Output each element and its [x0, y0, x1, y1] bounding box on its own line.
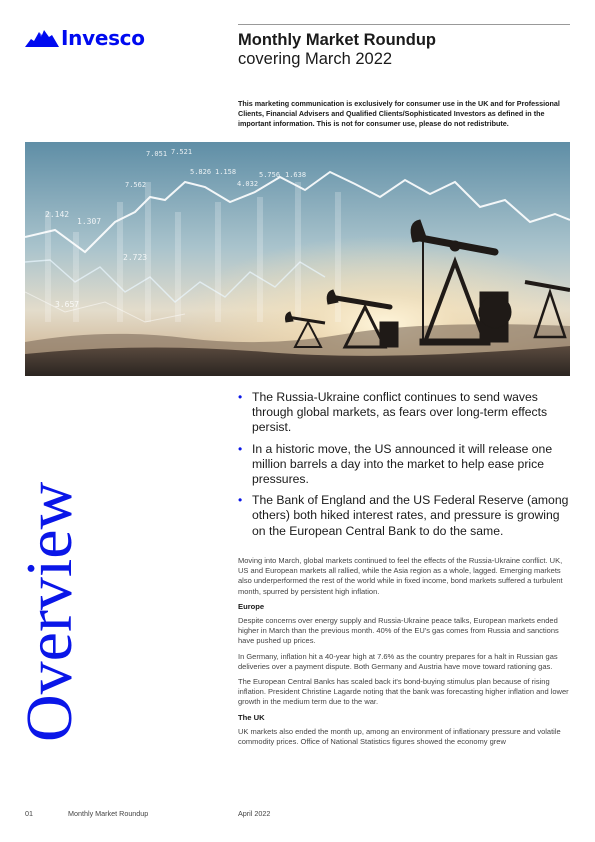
ticker-number: 1.158	[215, 168, 237, 176]
uk-paragraph: UK markets also ended the month up, among an environment of inflationary pressure and volatile commodity prices. Office of National Statistics figures showed the economy grew	[238, 726, 561, 747]
hero-image	[25, 142, 570, 376]
mountain-logo-icon	[25, 28, 59, 48]
footer-date: April 2022	[238, 809, 271, 818]
bullet-icon: •	[238, 390, 243, 404]
ticker-number: 7.562	[125, 181, 147, 189]
key-point-item	[238, 442, 570, 488]
article-body	[238, 556, 570, 752]
ticker-number: 1.638	[285, 171, 307, 179]
ticker-number: 7.521	[171, 148, 193, 156]
bullet-icon: •	[238, 493, 243, 508]
europe-paragraph: In Germany, inflation hit a 40-year high at 7.6% as the country prepares for a halt in Russian gas deliveries over a payment dispute. Both Germany and Austria have move toward rationing gas.	[238, 651, 558, 671]
invesco-logo	[25, 27, 145, 49]
europe-paragraph: Despite concerns over energy supply and Russia-Ukraine peace talks, European markets ended higher in March than the previous month. 40% of the EU's gas comes from Russia and sanctions have pushed up prices.	[238, 616, 559, 646]
europe-heading: Europe	[238, 601, 265, 611]
ticker-number: 1.307	[77, 217, 102, 226]
document-title: Monthly Market Roundup	[238, 31, 436, 49]
ticker-number: 4.032	[237, 180, 259, 188]
key-point-text: In a historic move, the US announced it will release one million barrels a day into the market to help ease price pressures.	[252, 441, 553, 487]
uk-heading: The UK	[238, 712, 265, 722]
brand-name: Invesco	[61, 26, 145, 50]
ticker-number: 7.051	[146, 150, 168, 158]
europe-paragraph: The European Central Banks has scaled back it's bond-buying stimulus plan because of rising inflation. President Christine Lagarde noting that the bank was forecasting higher inflation and lower growth in the medium term due to the war.	[238, 677, 569, 707]
document-subtitle: covering March 2022	[238, 50, 393, 68]
intro-paragraph: Moving into March, global markets continued to feel the effects of the Russia-Ukraine conflict. UK, US and European markets all rallied, while the Asia region as a whole, lagged. Emerging markets also underperformed the rest of the world while in fixed income, bond markets suffered a turbulent month, spurred by persistent high inflation.	[238, 556, 563, 596]
disclaimer-text: This marketing communication is exclusively for consumer use in the UK and for Professional Clients, Financial Advisers and Qualified Clients/Sophisticated Investors as defined in the important information. This is not for consumer use, please do not redistribute.	[238, 99, 560, 129]
ticker-number: 2.142	[45, 210, 70, 219]
ticker-number: 5.826	[190, 168, 212, 176]
ticker-number: 5.756	[259, 171, 281, 179]
bullet-icon: •	[238, 441, 243, 456]
footer-document-name: Monthly Market Roundup	[68, 809, 149, 818]
key-point-text: The Bank of England and the US Federal Reserve (among others) both hiked interest rates, and pressure is growing on the European Central Bank to do the same.	[252, 493, 569, 538]
key-points-list	[238, 390, 570, 545]
key-point-text: The Russia-Ukraine conflict continues to send waves through global markets, as fears over long-term effects persist.	[252, 390, 548, 435]
section-title-vertical: Overview	[13, 481, 86, 742]
oil-pumpjack-chart-illustration	[25, 142, 570, 376]
key-point-item	[238, 493, 570, 539]
header-rule	[238, 24, 570, 25]
ticker-number: 2.723	[123, 253, 148, 262]
page-number: 01	[25, 809, 33, 818]
key-point-item	[238, 390, 570, 436]
ticker-number: 3.657	[55, 300, 80, 309]
